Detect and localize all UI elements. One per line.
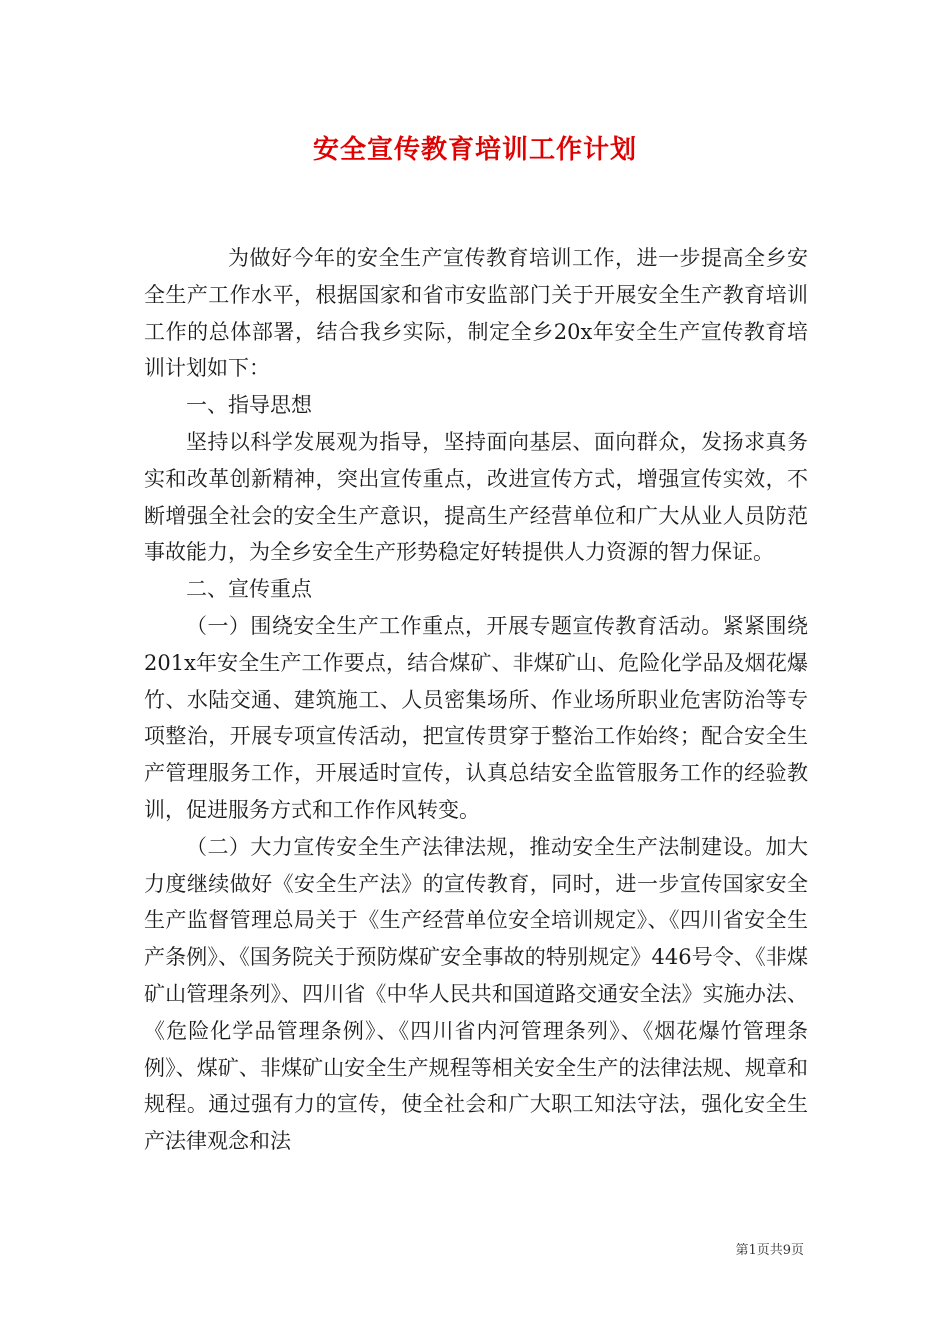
guiding-ideology-paragraph: 坚持以科学发展观为指导，坚持面向基层、面向群众，发扬求真务实和改革创新精神，突出宣传重点，改进宣传方式，增强宣传实效，不断增强全社会的安全生产意识，提高生产经营单位和广大从业人员防范事故能力，为全乡安全生产形势稳定好转提供人力资源的智力保证。: [144, 429, 808, 565]
document-title: 安全宣传教育培训工作计划: [312, 135, 637, 165]
section-heading-publicity-focus: 二、宣传重点: [186, 577, 312, 602]
document-body: [144, 240, 808, 1160]
focus-item-1-paragraph: （一）围绕安全生产工作重点，开展专题宣传教育活动。紧紧围绕201x年安全生产工作要点，结合煤矿、非煤矿山、危险化学品及烟花爆竹、水陆交通、建筑施工、人员密集场所、作业场所职业危害防治等专项整治，开展专项宣传活动，把宣传贯穿于整治工作始终；配合安全生产管理服务工作，开展适时宣传，认真总结安全监管服务工作的经验教训，促进服务方式和工作作风转变。: [144, 613, 808, 822]
focus-item-2-paragraph: （二）大力宣传安全生产法律法规，推动安全生产法制建设。加大力度继续做好《安全生产法》的宣传教育，同时，进一步宣传国家安全生产监督管理总局关于《生产经营单位安全培训规定》、《四川省安全生产条例》、《国务院关于预防煤矿安全事故的特别规定》446号令、《非煤矿山管理条列》、四川省《中华人民共和国道路交通安全法》实施办法、《危险化学品管理条例》、《四川省内河管理条列》、《烟花爆竹管理条例》、煤矿、非煤矿山安全生产规程等相关安全生产的法律法规、规章和规程。通过强有力的宣传，使全社会和广大职工知法守法，强化安全生产法律观念和法: [144, 834, 808, 1154]
section-heading-guiding-ideology: 一、指导思想: [186, 393, 312, 418]
intro-paragraph: 为做好今年的安全生产宣传教育培训工作，进一步提高全乡安全生产工作水平，根据国家和省市安监部门关于开展安全生产教育培训工作的总体部署，结合我乡实际，制定全乡20x年安全生产宣传教育培训计划如下：: [144, 246, 808, 381]
page-indicator: 第1页共9页: [735, 1243, 804, 1258]
